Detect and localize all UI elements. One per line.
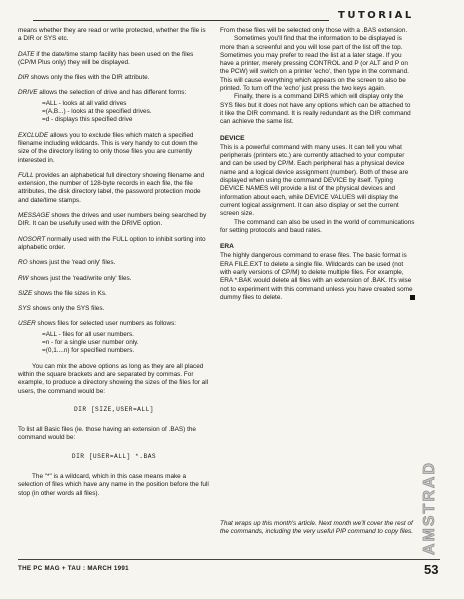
option-term: EXCLUDE bbox=[18, 131, 49, 139]
option-desc: allows the selection of drive and has different forms: bbox=[37, 89, 187, 97]
header-rule bbox=[33, 20, 329, 21]
era-paragraph bbox=[220, 252, 415, 302]
option-size bbox=[18, 290, 210, 298]
option-term: SYS bbox=[18, 305, 31, 313]
paragraph: Finally, there is a command DIRS which will display only the SYS files but it does not have any options which can be attached to it like the DIR command. It is really redundant as the DIR command can achieve the same list. bbox=[220, 93, 411, 126]
drive-form: =d - displays this specified drive bbox=[42, 116, 133, 124]
paragraph: Sometimes you'll find that the information to be displayed is more than a screenful and you will lose part of the list off the top. Sometimes you may prefer to read the list at a later stage. If you have a printer, merely pressing CONTROL and P (or ALT and P on the PCW) will switch on a printer 'echo', then type in the command. This will cause everything which appears on the screen to also be printed. To turn off the 'echo' just press the two keys again. bbox=[220, 35, 409, 93]
footer-text: THE PC MAG + TAU : MARCH 1991 bbox=[18, 565, 129, 572]
code-example-1: DIR [SIZE,USER=ALL] bbox=[73, 405, 155, 413]
option-message bbox=[18, 212, 210, 229]
mix-paragraph: You can mix the above options as long as they are all placed within the square brackets and are separated by commas. For example, to produce a directory showing the sizes of the files for all users, the command would be: bbox=[18, 362, 209, 395]
option-term: NOSORT bbox=[18, 235, 46, 243]
era-heading: ERA bbox=[220, 243, 234, 251]
option-exclude bbox=[18, 132, 210, 165]
paragraph: This is a powerful command with many uses. It can tell you what peripherals (printers etc.) are currently attached to your computer and can be used by CP/M. Each peripheral has a physical device name and a logical device assignment (number). Both of these are displayed when using the command DEVICE by itself. Typing DEVICE NAMES will provide a list of the physical devices and information about each, while DEVICE VALUES will display the current logical assignment. It can also display or set the current screen size. bbox=[220, 143, 409, 218]
option-desc: provides an alphabetical full directory showing filename and extension, the number of 128-byte records in each file, the file attributes, the disk directory label, the password protection mode and date/time stamps. bbox=[18, 171, 205, 204]
option-desc: shows the file sizes in Ks. bbox=[32, 289, 107, 297]
option-term: FULL bbox=[18, 171, 34, 179]
option-date bbox=[18, 51, 210, 68]
list-basic-paragraph: To list all Basic files (ie. those having an extension of .BAS) the command would be: bbox=[18, 426, 196, 442]
option-full bbox=[18, 172, 210, 205]
option-term: DRIVE bbox=[18, 89, 38, 97]
option-term: DIR bbox=[18, 74, 30, 82]
user-form: =n - for a single user number only. bbox=[42, 339, 139, 347]
paragraph: The command can also be used in the world of communications for setting protocols and baud rates. bbox=[220, 218, 415, 234]
option-user bbox=[18, 320, 210, 328]
option-drive bbox=[18, 89, 210, 97]
option-term: RW bbox=[18, 274, 29, 282]
option-desc: shows only the files with the DIR attribute. bbox=[29, 74, 150, 82]
user-form: =ALL - files for all user numbers. bbox=[42, 330, 134, 338]
footer-rule bbox=[18, 559, 440, 560]
closing-note: That wraps up this month's article. Next month we'll cover the rest of the commands, including the very useful PIP command to copy files. bbox=[220, 520, 413, 536]
paragraph-text: The highly dangerous command to erase files. The basic format is ERA FILE.EXT to delete a single file. Wildcards can be used (not with early versions of CP/M) to delete multiple files. For example, ERA *.BAK would delete all files with an extension of .BAK. It's wise not to experiment with this command unless you have created some dummy files to delete. bbox=[220, 252, 413, 301]
option-desc: shows just the 'read only' files. bbox=[27, 259, 116, 267]
option-term: RO bbox=[18, 259, 28, 267]
option-rw bbox=[18, 275, 210, 283]
option-nosort bbox=[18, 236, 210, 253]
paragraph: From these files will be selected only those with a .BAS extension. bbox=[220, 27, 408, 34]
end-of-article-marker bbox=[410, 295, 415, 300]
wildcard-paragraph: The "*" is a wildcard, which in this case means make a selection of files which have any name in the position before the full stop (in other words all files). bbox=[18, 472, 209, 497]
option-ro bbox=[18, 259, 210, 267]
intro-paragraph: means whether they are read or write protected, whether the file is a DIR or SYS etc. bbox=[18, 27, 206, 43]
option-desc: normally used with the FULL option to inhibit sorting into alphabetic order. bbox=[18, 235, 206, 251]
drive-form: =(A,B...) - looks at the specified drives. bbox=[42, 108, 152, 116]
option-desc: shows just the 'read/write only' files. bbox=[28, 274, 132, 282]
option-desc: if the date/time stamp facility has been used on the files (CP/M Plus only) they will be displayed. bbox=[18, 50, 194, 66]
left-column bbox=[18, 27, 210, 498]
user-form: =(0,1....n) for specified numbers. bbox=[42, 347, 135, 355]
side-label: AMSTRAD bbox=[421, 461, 438, 555]
option-desc: shows the drives and user numbers being searched by DIR. It can be usefully used with the DRIVE option. bbox=[18, 212, 207, 228]
option-term: DATE bbox=[18, 50, 35, 58]
option-term: SIZE bbox=[18, 289, 33, 297]
option-term: USER bbox=[18, 320, 36, 328]
option-desc: shows only the SYS files. bbox=[30, 305, 105, 313]
code-example-2: DIR [USER=ALL] *.BAS bbox=[71, 452, 157, 460]
device-heading: DEVICE bbox=[220, 134, 245, 142]
page-number: 53 bbox=[424, 562, 439, 577]
option-dir bbox=[18, 74, 210, 82]
right-column bbox=[220, 27, 415, 309]
section-title: TUTORIAL bbox=[338, 10, 414, 21]
option-desc: shows files for selected user numbers as follows: bbox=[35, 320, 177, 328]
option-term: MESSAGE bbox=[18, 212, 50, 220]
option-sys bbox=[18, 305, 210, 313]
option-desc: allows you to exclude files which match a specified filename including wildcards. This is very handy to cut down the size of the directory listing to only those files you are currently interested in. bbox=[18, 131, 198, 164]
drive-form: =ALL - looks at all valid drives bbox=[42, 99, 127, 107]
